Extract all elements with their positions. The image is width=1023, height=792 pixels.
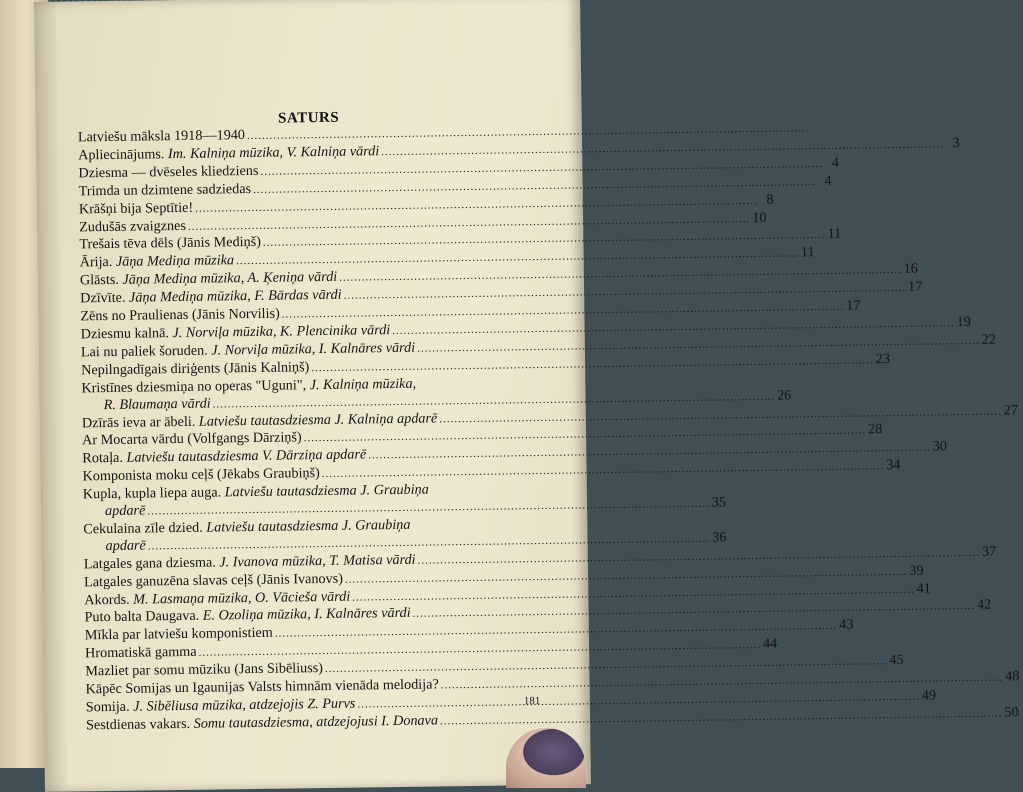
toc-entry-text: Kāpēc Somijas un Igaunijas Valsts himnām vienāda melodija?	[85, 677, 438, 698]
toc-entry-title	[78, 163, 258, 182]
toc-entry-text: Puto balta Daugava.	[84, 608, 202, 626]
toc-entry-text: Latgales gana dziesma.	[84, 554, 220, 572]
toc-entry-title	[86, 712, 438, 734]
toc-page-number: 26	[777, 387, 791, 404]
toc-entry-credits: J. Ivanova mūzika, T. Matisa vārdi	[219, 551, 415, 570]
toc-page-number: 11	[827, 226, 841, 243]
toc-entry-title	[85, 644, 197, 662]
toc-entry-text: Cekulaina zīle dzied.	[83, 520, 206, 538]
toc-entry-title	[80, 306, 280, 326]
toc-entry-credits: apdarē	[105, 503, 145, 520]
toc-entry-title	[79, 234, 261, 253]
toc-page-number: 43	[839, 617, 853, 634]
toc-entry-title	[79, 217, 186, 235]
toc-page-number: 36	[712, 529, 726, 546]
toc-entry-credits: Jāņa Mediņa mūzika, A. Ķeniņa vārdi	[122, 269, 337, 288]
toc-entry-text: Lai nu paliek šoruden.	[81, 342, 212, 360]
toc-page-number: 35	[712, 494, 726, 511]
toc-entry-credits: J. Sibēliusa mūzika, atdzejojis Z. Purvs	[133, 696, 355, 715]
toc-entry-title	[83, 465, 320, 485]
toc-entry-credits: E. Ozoliņa mūzika, I. Kalnāres vārdi	[203, 605, 411, 624]
toc-page-number: 10	[752, 209, 766, 226]
toc-entry-text: Akords.	[84, 591, 133, 608]
toc-entry-credits: M. Lasmaņa mūzika, O. Vācieša vārdi	[133, 588, 350, 607]
toc-entry-text: Kristīnes dziesmiņa no operas "Uguni",	[81, 377, 309, 396]
book-page	[34, 0, 591, 792]
toc-page-number: 44	[763, 636, 777, 653]
toc-page-number: 41	[917, 580, 931, 597]
toc-entry-credits: R. Blaumaņa vārdi	[104, 395, 211, 413]
toc-entry-text: Nepilngadīgais diriģents (Jānis Kalniņš)	[81, 359, 309, 378]
toc-entry-credits: Latviešu tautasdziesma J. Kalniņa apdarē	[199, 410, 438, 429]
toc-entry-credits: Latviešu tautasdziesma V. Dārziņa apdarē	[126, 447, 366, 466]
toc-page-number: 3	[946, 135, 960, 152]
toc-page-number: 39	[909, 562, 923, 579]
toc-entry-credits: Somu tautasdziesma, atdzejojusi I. Donava	[194, 712, 439, 731]
toc-entry-title	[80, 269, 338, 289]
toc-entry-text: Latviešu māksla 1918—1940	[78, 127, 245, 145]
toc-entry-text: Dziesma — dvēseles kliedziens	[78, 163, 258, 182]
page-number: 181	[524, 695, 541, 707]
toc-page-number: 23	[876, 351, 890, 368]
toc-entry-credits: apdarē	[105, 537, 145, 554]
toc-page-number: 17	[846, 298, 860, 315]
toc-entry-credits: Jāņa Mediņa mūzika	[116, 253, 234, 271]
toc-entry-text: Zudušās zvaigznes	[79, 217, 186, 234]
toc-entry-text: Zēns no Praulienas (Jānis Norvilis)	[80, 306, 280, 325]
toc-entry-text: Apliecinājums.	[78, 146, 168, 163]
toc-page-number: 28	[868, 422, 882, 439]
toc-page-number: 8	[759, 191, 773, 208]
toc-entry-title	[85, 660, 323, 680]
toc-page-number: 4	[825, 155, 839, 172]
toc-entry-text: Ar Mocarta vārdu (Volfgangs Dārziņš)	[82, 430, 302, 449]
toc-page-number: 50	[1004, 704, 1018, 721]
toc-page-number: 22	[981, 331, 995, 348]
toc-page-number: 19	[957, 314, 971, 331]
toc-entry-title	[79, 181, 252, 200]
toc-page-number: 4	[817, 173, 831, 190]
toc-page-number: 45	[889, 652, 903, 669]
toc-entry-text: Mazliet par somu mūziku (Jans Sibēliuss)	[85, 660, 323, 679]
toc-entry-title	[79, 199, 193, 218]
toc-entry-title	[81, 359, 309, 379]
toc-entry-text: Trimda un dzimtene sadziedas	[79, 181, 252, 199]
toc-entry-credits: Im. Kalniņa mūzika, V. Kalniņa vārdi	[168, 143, 379, 162]
toc-entry-credits: Latviešu tautasdziesma J. Graubiņa	[206, 517, 410, 536]
toc-entry-text: Rotaļa.	[82, 450, 126, 467]
toc-entry-title	[84, 570, 343, 591]
page-title: SATURS	[36, 106, 582, 131]
toc-entry-text: Latgales ganuzēna slavas ceļš (Jānis Ivanovs)	[84, 570, 343, 590]
toc-entry-text: Hromatiskā gamma	[85, 644, 197, 662]
toc-entry-credits: Jāņa Mediņa mūzika, F. Bārdas vārdi	[129, 287, 342, 306]
toc-page-number: 17	[908, 279, 922, 296]
toc-entry-credits: J. Kalniņa mūzika,	[310, 375, 417, 392]
toc-page-number: 27	[1004, 402, 1018, 419]
toc-entry-text: Trešais tēva dēls (Jānis Mediņš)	[79, 234, 261, 253]
toc-entry-text: Mīkla par latviešu komponistiem	[85, 625, 273, 644]
toc-page-number: 49	[922, 687, 936, 704]
toc-page-number: 48	[1005, 668, 1019, 685]
toc-entry-credits: Latviešu tautasdziesma J. Graubiņa	[225, 482, 429, 501]
toc-entry-title	[78, 127, 245, 146]
toc-entry-text: Kupla, kupla liepa auga.	[83, 485, 225, 503]
toc-entry-text: Komponista moku ceļš (Jēkabs Graubiņš)	[83, 465, 320, 484]
toc-entry-text: Glāsts.	[80, 272, 123, 289]
toc-entry-credits: J. Norviļa mūzika, K. Plencinika vārdi	[172, 322, 390, 341]
toc-page-number: 42	[977, 597, 991, 614]
toc-entry-text: Ārija.	[80, 254, 116, 271]
table-of-contents	[78, 123, 546, 735]
toc-entry-text: Somija.	[86, 699, 134, 716]
toc-page-number: 16	[904, 261, 918, 278]
toc-entry-text: Krāšņi bija Septītie!	[79, 199, 193, 217]
toc-page-number: 37	[982, 543, 996, 560]
toc-entry-title	[82, 430, 302, 450]
toc-page-number: 30	[933, 439, 947, 456]
toc-page-number: 11	[800, 244, 814, 261]
toc-entry-title	[80, 253, 235, 272]
toc-entry-text: Dziesmu kalnā.	[81, 325, 173, 342]
toc-entry-text: Dzīvīte.	[80, 290, 129, 307]
toc-page-number: 34	[886, 457, 900, 474]
toc-entry-credits: J. Norviļa mūzika, I. Kalnāres vārdi	[211, 340, 415, 359]
toc-entry-title	[85, 625, 273, 645]
toc-entry-text: Dzīrās ieva ar ābeli.	[82, 413, 199, 431]
toc-entry-text: Sestdienas vakars.	[86, 716, 194, 734]
